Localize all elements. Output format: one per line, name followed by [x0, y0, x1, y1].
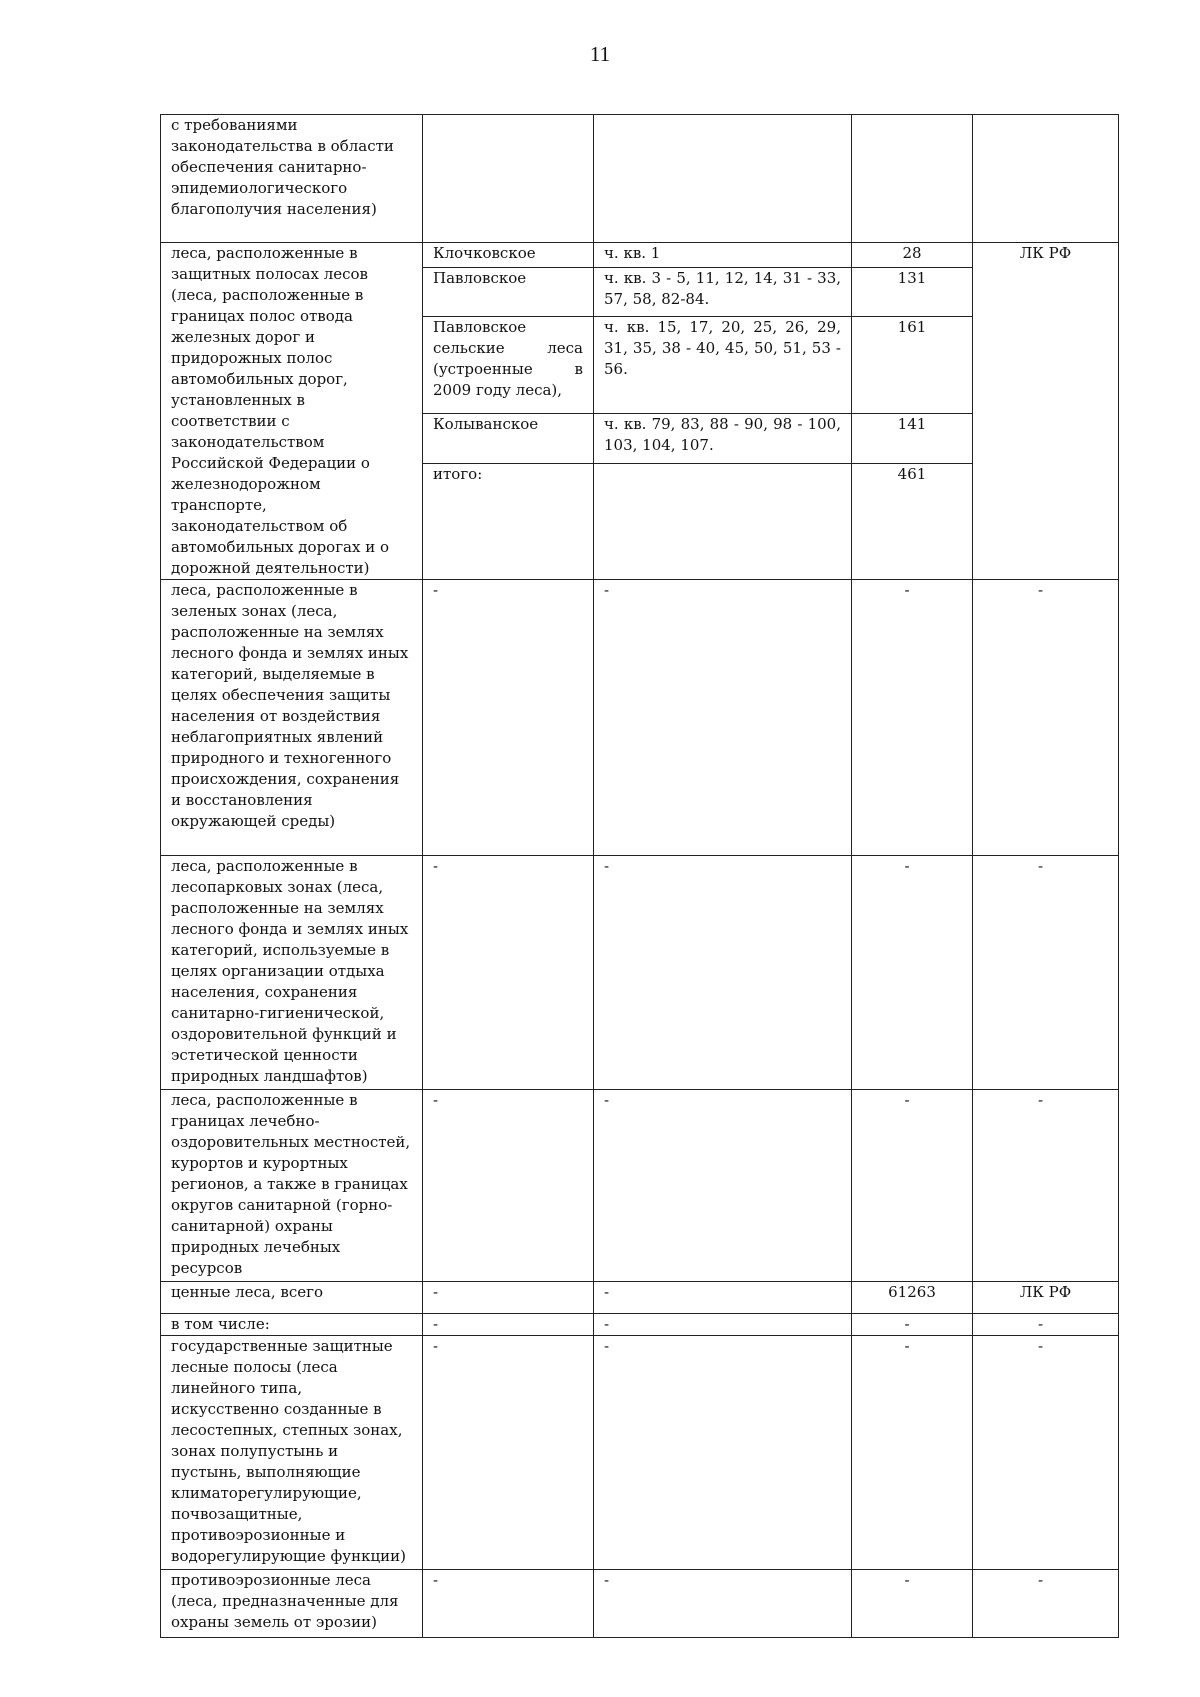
- category-cell: леса, расположенные в зеленых зонах (леса, расположенные на землях лесного фонда и землях иных категорий, выделяемые в целях обеспечения защиты населения от воздействия неблагоприятных явлений природного и техногенного происхождения, сохранения и восстановления окружающей среды): [161, 580, 423, 856]
- area-cell: 61263: [852, 1282, 973, 1314]
- table-row-valuable: [161, 1282, 1119, 1314]
- forestry-cell: [423, 115, 594, 243]
- page-number: 11: [589, 42, 611, 66]
- forestry-cell: -: [423, 1314, 594, 1336]
- forestry-cell: -: [423, 1336, 594, 1570]
- total-area: 461: [852, 464, 973, 580]
- quarters-cell: -: [594, 1314, 852, 1336]
- area-cell: [852, 115, 973, 243]
- table-row-sanitary: [161, 115, 1119, 243]
- forestry-cell: -: [423, 1282, 594, 1314]
- category-cell: леса, расположенные в лесопарковых зонах (леса, расположенные на землях лесного фонда и землях иных категорий, используемые в целях организации отдыха населения, сохранения санитарно-гигиенической, оздоровительной функций и эстетической ценности природных ландшафтов): [161, 856, 423, 1090]
- table-row-forest-park: [161, 856, 1119, 1090]
- quarters-cell: [594, 115, 852, 243]
- forestry-cell: Клочковское: [423, 243, 594, 268]
- quarters-cell: -: [594, 1570, 852, 1638]
- category-cell: государственные защитные лесные полосы (леса линейного типа, искусственно созданные в лесостепных, степных зонах, зонах полупустынь и пустынь, выполняющие климаторегулирующие, почвозащитные, противоэрозионные и водорегулирующие функции): [161, 1336, 423, 1570]
- area-cell: -: [852, 856, 973, 1090]
- area-cell: -: [852, 580, 973, 856]
- quarters-cell: ч. кв. 1: [594, 243, 852, 268]
- quarters-cell: ч. кв. 15, 17, 20, 25, 26, 29, 31, 35, 38 - 40, 45, 50, 51, 53 - 56.: [594, 316, 852, 414]
- quarters-cell: -: [594, 1090, 852, 1282]
- quarters-cell: -: [594, 580, 852, 856]
- area-cell: -: [852, 1336, 973, 1570]
- table-row-green-zones: [161, 580, 1119, 856]
- basis-cell: -: [973, 580, 1119, 856]
- forestry-cell: Павловское: [423, 267, 594, 316]
- total-label: итого:: [423, 464, 594, 580]
- forest-categories-table: [160, 114, 1119, 1638]
- forestry-cell: Павловское сельские леса (устроенные в 2009 году леса),: [423, 316, 594, 414]
- forestry-cell: -: [423, 1570, 594, 1638]
- area-cell: 131: [852, 267, 973, 316]
- basis-cell: -: [973, 1090, 1119, 1282]
- quarters-cell: ч. кв. 3 - 5, 11, 12, 14, 31 - 33, 57, 58, 82-84.: [594, 267, 852, 316]
- category-cell: леса, расположенные в границах лечебно-оздоровительных местностей, курортов и курортных регионов, а также в границах округов санитарной (горно-санитарной) охраны природных лечебных ресурсов: [161, 1090, 423, 1282]
- forestry-cell: Колыванское: [423, 414, 594, 464]
- basis-cell: ЛК РФ: [973, 1282, 1119, 1314]
- table-row-resorts: [161, 1090, 1119, 1282]
- quarters-cell: -: [594, 1336, 852, 1570]
- forestry-cell: -: [423, 1090, 594, 1282]
- quarters-cell: -: [594, 1282, 852, 1314]
- table-row-state-strips: [161, 1336, 1119, 1570]
- basis-cell: [973, 115, 1119, 243]
- area-cell: -: [852, 1090, 973, 1282]
- area-cell: 28: [852, 243, 973, 268]
- forestry-cell: -: [423, 580, 594, 856]
- quarters-cell: -: [594, 856, 852, 1090]
- category-cell: в том числе:: [161, 1314, 423, 1336]
- table-row-anti-erosion: [161, 1570, 1119, 1638]
- quarters-cell: [594, 464, 852, 580]
- basis-cell: -: [973, 1314, 1119, 1336]
- category-cell: противоэрозионные леса (леса, предназначенные для охраны земель от эрозии): [161, 1570, 423, 1638]
- table-row-protective-strips: [161, 243, 1119, 268]
- category-cell: с требованиями законодательства в области обеспечения санитарно-эпидемиологического благополучия населения): [161, 115, 423, 243]
- forestry-cell: -: [423, 856, 594, 1090]
- area-cell: -: [852, 1314, 973, 1336]
- area-cell: 161: [852, 316, 973, 414]
- area-cell: -: [852, 1570, 973, 1638]
- category-cell: леса, расположенные в защитных полосах лесов (леса, расположенные в границах полос отвода железных дорог и придорожных полос автомобильных дорог, установленных в соответствии с законодательством Российской Федерации о железнодорожном транспорте, законодательством об автомобильных дорогах и о дорожной деятельности): [161, 243, 423, 580]
- basis-cell: -: [973, 1570, 1119, 1638]
- area-cell: 141: [852, 414, 973, 464]
- basis-cell: -: [973, 1336, 1119, 1570]
- basis-cell: -: [973, 856, 1119, 1090]
- category-cell: ценные леса, всего: [161, 1282, 423, 1314]
- table-row-including: [161, 1314, 1119, 1336]
- quarters-cell: ч. кв. 79, 83, 88 - 90, 98 - 100, 103, 104, 107.: [594, 414, 852, 464]
- basis-cell: ЛК РФ: [973, 243, 1119, 580]
